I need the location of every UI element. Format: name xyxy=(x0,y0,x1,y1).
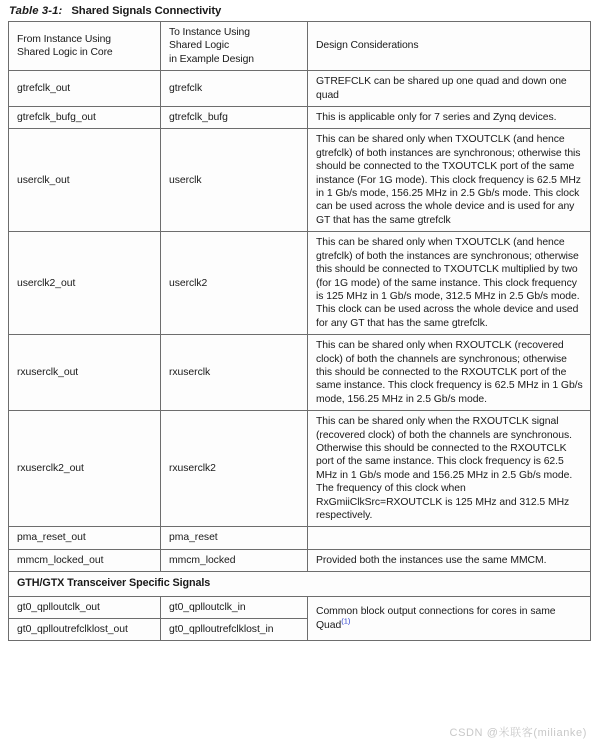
footnote-reference[interactable]: (1) xyxy=(341,616,351,626)
signal-description-text: Common block output connections for cores in same Quad xyxy=(316,606,556,631)
signal-from: userclk2_out xyxy=(9,232,161,335)
signal-to: userclk xyxy=(161,129,308,232)
watermark: CSDN @米联客(milianke) xyxy=(449,727,587,739)
table-section-label: GTH/GTX Transceiver Specific Signals xyxy=(9,572,591,596)
table-header xyxy=(9,22,591,71)
signal-from: gt0_qplloutclk_out xyxy=(9,596,161,618)
signal-to: gtrefclk_bufg xyxy=(161,107,308,129)
signal-description: GTREFCLK can be shared up one quad and down one quad xyxy=(308,71,591,107)
signal-description: This can be shared only when TXOUTCLK (and hence gtrefclk) of both instances are synchronous; otherwise this should be connected to the TXOUTCLK port of the same instance (For 1G mode). This clock frequency is 62.5 MHz in 1 Gb/s mode, 156.25 MHz in 2.5 Gb/s mode. This clock can be used across the whole device and is used for any GT that has the same gtrefclk xyxy=(308,129,591,232)
table-row xyxy=(9,107,591,129)
table-row xyxy=(9,527,591,549)
signal-from: gt0_qplloutrefclklost_out xyxy=(9,619,161,641)
table-caption xyxy=(8,4,590,21)
signal-to: gt0_qplloutclk_in xyxy=(161,596,308,618)
table-row xyxy=(9,335,591,411)
signal-from: gtrefclk_out xyxy=(9,71,161,107)
column-header-from-instance-line1: From Instance Using xyxy=(17,33,111,45)
table-body xyxy=(9,71,591,641)
signal-description xyxy=(308,527,591,549)
signal-from: rxuserclk2_out xyxy=(9,411,161,527)
table-row xyxy=(9,596,591,618)
signal-to: rxuserclk2 xyxy=(161,411,308,527)
signal-description xyxy=(308,596,591,641)
table-caption-title: Shared Signals Connectivity xyxy=(71,5,222,17)
column-header-from-instance-line2: Shared Logic in Core xyxy=(17,47,113,59)
shared-signals-table xyxy=(8,21,591,641)
signal-description: Provided both the instances use the same MMCM. xyxy=(308,549,591,571)
table-row xyxy=(9,129,591,232)
signal-from: pma_reset_out xyxy=(9,527,161,549)
signal-from: mmcm_locked_out xyxy=(9,549,161,571)
column-header-to-instance-line1: To Instance Using xyxy=(169,27,250,38)
column-header-design-considerations: Design Considerations xyxy=(308,22,591,71)
signal-from: gtrefclk_bufg_out xyxy=(9,107,161,129)
table-row xyxy=(9,71,591,107)
column-header-from-instance xyxy=(9,22,161,71)
signal-from: rxuserclk_out xyxy=(9,335,161,411)
signal-to: userclk2 xyxy=(161,232,308,335)
table-section-row xyxy=(9,572,591,596)
column-header-to-instance-line2: Shared Logic xyxy=(169,40,230,52)
table-row xyxy=(9,549,591,571)
signal-to: gtrefclk xyxy=(161,71,308,107)
signal-from: userclk_out xyxy=(9,129,161,232)
table-header-row xyxy=(9,22,591,71)
signal-to: rxuserclk xyxy=(161,335,308,411)
table-row xyxy=(9,232,591,335)
column-header-to-instance-line3: in Example Design xyxy=(169,53,254,65)
signal-description: This can be shared only when the RXOUTCLK signal (recovered clock) of both the channels are synchronous. Otherwise this should be connected to the RXOUTCLK port of the same instance. This clock frequency is 62.5 MHz in 1 Gb/s mode and 156.25 MHz in 2.5 Gb/s mode. The frequency of this clock when RxGmiiClkSrc=RXOUTCLK is 125 MHz and 312.5 MHz respectively. xyxy=(308,411,591,527)
signal-to: gt0_qplloutrefclklost_in xyxy=(161,619,308,641)
signal-description: This can be shared only when TXOUTCLK (and hence gtrefclk) of both the instances are synchronous; otherwise this should be connected to TXOUTCLK multiplied by two (for 1G mode) of the same instance. This clock frequency is 125 MHz in 1 Gb/s mode, 312.5 MHz in 2.5 Gb/s mode. This clock can be used across the whole device and used for any GT that has the same gtrefclk. xyxy=(308,232,591,335)
signal-description: This is applicable only for 7 series and Zynq devices. xyxy=(308,107,591,129)
table-row xyxy=(9,411,591,527)
table-caption-number: Table 3-1: xyxy=(9,5,63,17)
column-header-to-instance xyxy=(161,22,308,71)
signal-to: pma_reset xyxy=(161,527,308,549)
signal-description: This can be shared only when RXOUTCLK (recovered clock) of both the channels are synchronous; otherwise this should be connected to the RXOUTCLK port of the same instance. This clock frequency is 62.5 MHz in 1 Gb/s mode, 156.25 MHz in 2.5 Gb/s mode. xyxy=(308,335,591,411)
signal-to: mmcm_locked xyxy=(161,549,308,571)
